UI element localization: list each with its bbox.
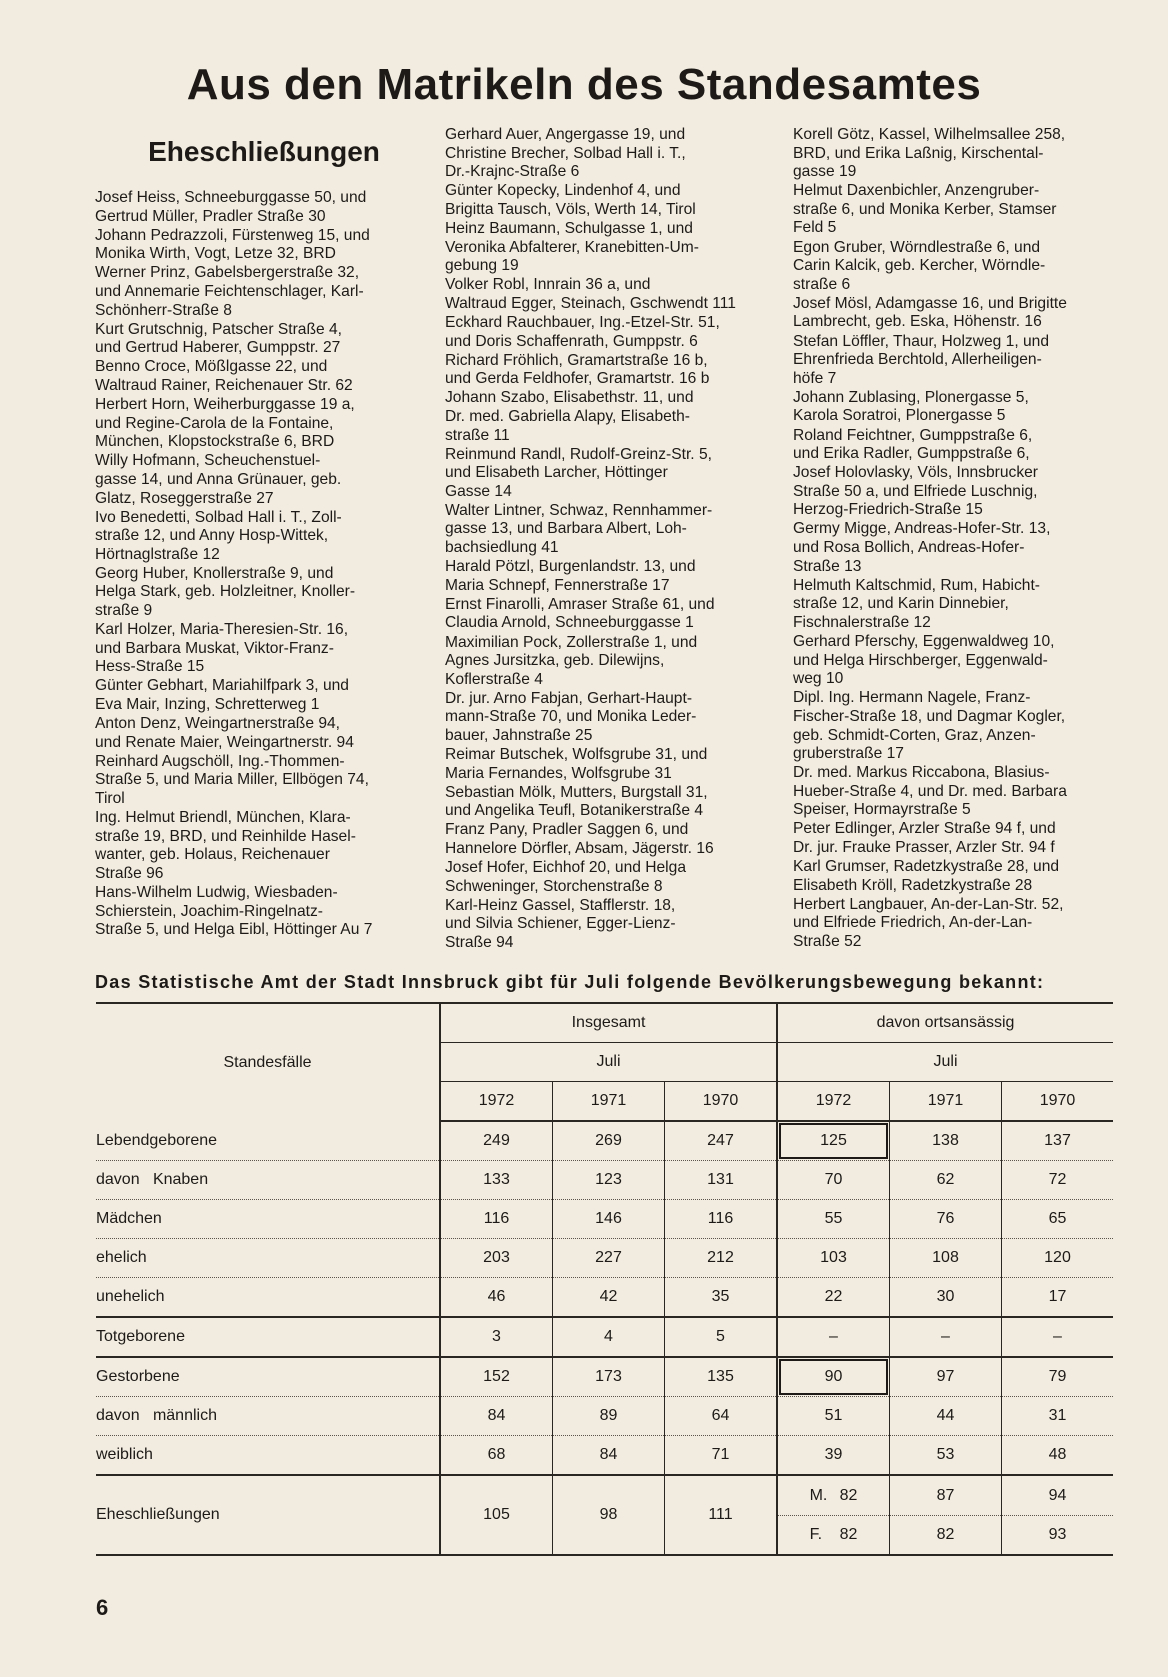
value-cell: 105 (440, 1475, 553, 1555)
entry-line: Gerhard Auer, Angergasse 19, und (445, 126, 686, 143)
list-item (95, 621, 425, 677)
row-label: Totgeborene (96, 1328, 185, 1345)
list-item (95, 509, 425, 565)
list-item (95, 321, 425, 358)
entry-line: bachsiedlung 41 (445, 539, 559, 557)
value-cell: 138 (890, 1121, 1002, 1161)
entry-line: straße 19, BRD, und Reinhilde Hasel- (95, 827, 356, 845)
list-item (95, 396, 425, 452)
value-cell: 55 (777, 1200, 890, 1239)
value-cell: 82 (839, 1486, 858, 1504)
entry-line: München, Klopstockstraße 6, BRD (95, 433, 335, 451)
value-cell: 111 (665, 1475, 778, 1555)
list-item (445, 182, 775, 219)
value-cell: 17 (1002, 1278, 1114, 1318)
value-cell: 108 (890, 1239, 1002, 1278)
entry-line: Monika Wirth, Vogt, Letze 32, BRD (95, 245, 336, 263)
entry-line: Tirol (95, 790, 125, 807)
entry-line: Straße 52 (793, 933, 862, 951)
entry-line: Karl Grumser, Radetzkystraße 28, und (793, 858, 1060, 876)
entry-line: Josef Holovlasky, Völs, Innsbrucker (793, 464, 1038, 482)
value-cell: 120 (1002, 1239, 1114, 1278)
entry-line: Christine Brecher, Solbad Hall i. T., (445, 144, 686, 162)
entry-line: Koflerstraße 4 (445, 670, 543, 688)
list-item (445, 276, 775, 313)
list-item (445, 784, 775, 821)
entry-line: und Gerda Feldhofer, Gramartstr. 16 b (445, 370, 710, 388)
value-cell: 76 (890, 1200, 1002, 1239)
value-cell: 203 (440, 1239, 553, 1278)
entry-line: Richard Fröhlich, Gramartstraße 16 b, (445, 351, 708, 369)
table-row (96, 1436, 1113, 1476)
entry-line: Hans-Wilhelm Ludwig, Wiesbaden- (95, 883, 338, 901)
entry-line: Walter Lintner, Schwaz, Rennhammer- (445, 501, 713, 519)
value-cell: 249 (440, 1121, 553, 1161)
value-cell: 90 (777, 1357, 890, 1397)
entry-line: gasse 19 (793, 163, 857, 181)
value-cell: 44 (890, 1397, 1002, 1436)
entry-line: Dr. jur. Arno Fabjan, Gerhart-Haupt- (445, 689, 693, 707)
statistics-heading: Das Statistische Amt der Stadt Innsbruck gibt für Juli folgende Bevölkerungsbewegung bekannt: (95, 972, 1045, 992)
value-cell: 212 (665, 1239, 778, 1278)
entry-line: Sebastian Mölk, Mutters, Burgstall 31, (445, 783, 708, 801)
entry-line: Werner Prinz, Gabelsbergerstraße 32, (95, 264, 360, 282)
value-cell: 48 (1002, 1436, 1114, 1476)
entry-line: Stefan Löffler, Thaur, Holzweg 1, und (793, 332, 1050, 350)
value-cell: 116 (440, 1200, 553, 1239)
entry-line: und Elisabeth Larcher, Höttinger (445, 464, 668, 482)
header-month-local: Juli (777, 1043, 1113, 1082)
table-row (96, 1200, 1113, 1239)
entry-line: straße 9 (95, 602, 153, 620)
value-cell: 65 (1002, 1200, 1114, 1239)
value-cell: 247 (665, 1121, 778, 1161)
entry-line: Eva Mair, Inzing, Schretterweg 1 (95, 696, 320, 714)
list-item (793, 633, 1123, 689)
entry-line: wanter, geb. Holaus, Reichenauer (95, 846, 330, 864)
value-cell: 79 (1002, 1357, 1114, 1397)
column-1 (95, 189, 425, 940)
header-month-total: Juli (440, 1043, 777, 1082)
entry-line: und Rosa Bollich, Andreas-Hofer- (793, 539, 1025, 557)
value-cell: 123 (553, 1161, 665, 1200)
value-cell: 51 (777, 1397, 890, 1436)
table-row (96, 1121, 1113, 1161)
entry-line: Reinmund Randl, Rudolf-Greinz-Str. 5, (445, 445, 712, 463)
entry-line: Reimar Butschek, Wolfsgrube 31, und (445, 746, 708, 764)
list-item (95, 452, 425, 508)
entry-line: und Annemarie Feichtenschlager, Karl- (95, 282, 364, 300)
value-cell: – (1002, 1317, 1114, 1357)
entry-line: Korell Götz, Kassel, Wilhelmsallee 258, (793, 126, 1066, 143)
entry-line: Agnes Jursitzka, geb. Dilewijns, (445, 652, 665, 670)
list-item (95, 677, 425, 714)
entry-line: Maria Schnepf, Fennerstraße 17 (445, 576, 670, 594)
entry-line: und Silvia Schiener, Egger-Lienz- (445, 915, 676, 933)
value-cell: 93 (1048, 1525, 1067, 1543)
list-item (793, 239, 1123, 295)
table-row (96, 1278, 1113, 1318)
row-label: unehelich (96, 1288, 165, 1305)
entry-line: Anton Denz, Weingartnerstraße 94, (95, 715, 341, 733)
value-cell: 42 (553, 1278, 665, 1318)
entry-line: Feld 5 (793, 219, 837, 237)
list-item (95, 884, 425, 940)
column-2 (445, 126, 775, 953)
value-cell: 173 (553, 1357, 665, 1397)
list-item (445, 220, 775, 276)
row-label: Lebendgeborene (96, 1131, 218, 1149)
entry-line: Günter Gebhart, Mariahilfpark 3, und (95, 677, 349, 695)
value-cell: 84 (553, 1436, 665, 1476)
list-item (445, 634, 775, 690)
entry-line: und Gertrud Haberer, Gumppstr. 27 (95, 339, 341, 357)
entry-line: Josef Heiss, Schneeburggasse 50, und (95, 189, 367, 206)
table-row (96, 1397, 1113, 1436)
entry-line: Reinhard Augschöll, Ing.-Thommen- (95, 752, 345, 770)
entry-line: und Regine-Carola de la Fontaine, (95, 414, 334, 432)
entry-line: Dr. med. Markus Riccabona, Blasius- (793, 764, 1050, 782)
year-cell: 1970 (1002, 1082, 1114, 1122)
entry-line: Hess-Straße 15 (95, 658, 205, 676)
entry-line: Germy Migge, Andreas-Hofer-Str. 13, (793, 520, 1051, 538)
year-cell: 1972 (777, 1082, 890, 1122)
page-number: 6 (96, 1595, 109, 1620)
list-item (95, 358, 425, 395)
entry-line: Herbert Horn, Weiherburggasse 19 a, (95, 396, 355, 414)
list-item (445, 746, 775, 783)
list-item (95, 753, 425, 809)
value-cell: 146 (553, 1200, 665, 1239)
section-title: Eheschließungen (148, 136, 380, 167)
value-cell: 22 (777, 1278, 890, 1318)
year-cell: 1971 (553, 1082, 665, 1122)
list-item (793, 126, 1123, 182)
entry-line: Maria Fernandes, Wolfsgrube 31 (445, 764, 672, 782)
entry-line: Herzog-Friedrich-Straße 15 (793, 501, 983, 519)
value-cell: 39 (777, 1436, 890, 1476)
entry-line: Günter Kopecky, Lindenhof 4, und (445, 182, 681, 200)
entry-line: Ing. Helmut Briendl, München, Klara- (95, 809, 351, 827)
list-item (793, 333, 1123, 389)
list-item (445, 558, 775, 595)
entry-line: und Renate Maier, Weingartnerstr. 94 (95, 733, 354, 751)
entry-line: BRD, und Erika Laßnig, Kirschental- (793, 144, 1044, 162)
entry-line: Hueber-Straße 4, und Dr. med. Barbara (793, 782, 1067, 800)
entry-line: und Doris Schaffenrath, Gumppstr. 6 (445, 332, 698, 350)
value-cell: 5 (665, 1317, 778, 1357)
entry-line: Gertrud Müller, Pradler Straße 30 (95, 207, 326, 225)
entry-line: Maximilian Pock, Zollerstraße 1, und (445, 633, 698, 651)
list-item (445, 821, 775, 858)
row-prefix: davon (96, 1171, 140, 1188)
value-cell: 137 (1002, 1121, 1114, 1161)
value-cell: – (890, 1317, 1002, 1357)
entry-line: Johann Szabo, Elisabethstr. 11, und (445, 389, 694, 407)
list-item (793, 764, 1123, 820)
entry-line: Josef Hofer, Eichhof 20, und Helga (445, 859, 686, 877)
entry-line: Elisabeth Kröll, Radetzkystraße 28 (793, 876, 1033, 894)
entry-line: Schierstein, Joachim-Ringelnatz- (95, 902, 323, 920)
value-cell: 89 (553, 1397, 665, 1436)
entry-line: und Erika Radler, Gumppstraße 6, (793, 445, 1030, 463)
entry-line: gebung 19 (445, 257, 519, 275)
entry-line: Straße 5, und Helga Eibl, Höttinger Au 7 (95, 921, 373, 939)
entry-line: geb. Schmidt-Corten, Graz, Anzen- (793, 726, 1036, 744)
list-item (445, 446, 775, 502)
value-cell: 4 (553, 1317, 665, 1357)
entry-line: Helmut Daxenbichler, Anzengruber- (793, 182, 1040, 200)
entry-line: Veronika Abfalterer, Kranebitten-Um- (445, 238, 699, 256)
entry-line: gasse 13, und Barbara Albert, Loh- (445, 520, 687, 538)
entry-line: Hörtnaglstraße 12 (95, 545, 220, 563)
value-cell: 131 (665, 1161, 778, 1200)
entry-line: Dr. jur. Frauke Prasser, Arzler Str. 94 f (793, 839, 1055, 857)
entry-line: und Helga Hirschberger, Eggenwald- (793, 651, 1048, 669)
value-cell: 125 (777, 1121, 890, 1161)
list-item (95, 809, 425, 883)
entry-line: Waltraud Egger, Steinach, Gschwendt 111 (445, 294, 736, 312)
header-standesfaelle: Standesfälle (96, 1003, 440, 1121)
entry-line: Fischer-Straße 18, und Dagmar Kogler, (793, 707, 1066, 725)
entry-line: Ehrenfrieda Berchtold, Allerheiligen- (793, 351, 1042, 369)
entry-line: Hannelore Dörfler, Absam, Jägerstr. 16 (445, 840, 714, 858)
entry-line: Dipl. Ing. Hermann Nagele, Franz- (793, 689, 1031, 707)
list-item (445, 690, 775, 746)
entry-line: Franz Pany, Pradler Saggen 6, und (445, 821, 689, 839)
entry-line: Speiser, Hormayrstraße 5 (793, 801, 971, 819)
value-cell: 71 (665, 1436, 778, 1476)
entry-line: Johann Zublasing, Plonergasse 5, (793, 388, 1029, 406)
list-item (793, 858, 1123, 895)
list-item (793, 427, 1123, 464)
value-cell: 72 (1002, 1161, 1114, 1200)
entry-line: Waltraud Rainer, Reichenauer Str. 62 (95, 376, 353, 394)
entry-line: Claudia Arnold, Schneeburggasse 1 (445, 614, 694, 632)
entry-line: Straße 94 (445, 934, 514, 952)
year-cell: 1970 (665, 1082, 778, 1122)
entry-line: Peter Edlinger, Arzler Straße 94 f, und (793, 820, 1056, 838)
entry-line: gruberstraße 17 (793, 745, 904, 763)
entry-line: Helmuth Kaltschmid, Rum, Habicht- (793, 576, 1040, 594)
entry-line: Straße 13 (793, 557, 862, 575)
entry-line: straße 11 (445, 426, 510, 444)
entry-line: Volker Robl, Innrain 36 a, und (445, 276, 651, 294)
entry-line: Eckhard Rauchbauer, Ing.-Etzel-Str. 51, (445, 313, 720, 331)
table-row (96, 1239, 1113, 1278)
list-item (445, 596, 775, 633)
entry-line: Helga Stark, geb. Holzleitner, Knoller- (95, 583, 356, 601)
list-item (95, 565, 425, 621)
entry-line: Dr. med. Gabriella Alapy, Elisabeth- (445, 407, 690, 425)
entry-line: Brigitta Tausch, Völs, Werth 14, Tirol (445, 200, 696, 218)
list-item (445, 314, 775, 351)
value-cell: 87 (890, 1477, 1001, 1516)
entry-line: weg 10 (793, 670, 844, 688)
value-cell: 30 (890, 1278, 1002, 1318)
value-cell: 82 (839, 1525, 858, 1543)
table-row (96, 1357, 1113, 1397)
entry-line: Egon Gruber, Wörndlestraße 6, und (793, 238, 1041, 256)
value-cell: 98 (553, 1475, 665, 1555)
page-title: Aus den Matrikeln des Standesamtes (186, 60, 982, 109)
row-prefix: davon (96, 1407, 140, 1424)
value-cell: 94 (1002, 1477, 1113, 1516)
entry-line: Straße 96 (95, 864, 164, 882)
header-insgesamt: Insgesamt (440, 1003, 777, 1043)
entry-line: Straße 50 a, und Elfriede Luschnig, (793, 482, 1038, 500)
value-cell: 53 (890, 1436, 1002, 1476)
value-cell: 82 (936, 1525, 955, 1543)
value-cell: 116 (665, 1200, 778, 1239)
table-row (96, 1475, 1113, 1555)
row-label: männlich (152, 1407, 217, 1424)
list-item (793, 577, 1123, 633)
year-cell: 1971 (890, 1082, 1002, 1122)
entry-line: Harald Pötzl, Burgenlandstr. 13, und (445, 558, 696, 576)
value-cell: – (777, 1317, 890, 1357)
entry-line: Willy Hofmann, Scheuchenstuel- (95, 452, 321, 470)
value-cell: 64 (665, 1397, 778, 1436)
value-cell: 46 (440, 1278, 553, 1318)
entry-line: und Barbara Muskat, Viktor-Franz- (95, 639, 334, 657)
list-item (95, 264, 425, 320)
value-cell: 133 (440, 1161, 553, 1200)
entry-line: straße 6 (793, 275, 851, 293)
entry-line: Carin Kalcik, geb. Kercher, Wörndle- (793, 257, 1046, 275)
value-cell: 35 (665, 1278, 778, 1318)
list-item (445, 897, 775, 953)
entry-line: Josef Mösl, Adamgasse 16, und Brigitte (793, 294, 1067, 312)
list-item (445, 352, 775, 389)
entry-line: Gerhard Pferschy, Eggenwaldweg 10, (793, 633, 1055, 651)
value-cell: 62 (890, 1161, 1002, 1200)
year-cell: 1972 (440, 1082, 553, 1122)
row-label: Knaben (152, 1171, 209, 1188)
entry-line: Ivo Benedetti, Solbad Hall i. T., Zoll- (95, 508, 342, 526)
entry-line: Schweninger, Storchenstraße 8 (445, 877, 663, 895)
entry-line: Roland Feichtner, Gumppstraße 6, (793, 426, 1033, 444)
entry-line: Kurt Grutschnig, Patscher Straße 4, (95, 320, 343, 338)
entry-line: Johann Pedrazzoli, Fürstenweg 15, und (95, 226, 370, 244)
list-item (445, 502, 775, 558)
statistics-table (96, 1002, 1113, 1556)
value-cell: 70 (777, 1161, 890, 1200)
entry-line: Karl-Heinz Gassel, Stafflerstr. 18, (445, 896, 676, 914)
list-item (793, 182, 1123, 238)
entry-line: straße 12, und Anny Hosp-Wittek, (95, 527, 329, 545)
list-item (445, 389, 775, 445)
row-label: Eheschließungen (96, 1475, 440, 1555)
value-cell: 68 (440, 1436, 553, 1476)
entry-line: Straße 5, und Maria Miller, Ellbögen 74, (95, 771, 369, 789)
list-item (445, 859, 775, 896)
row-label: Mädchen (96, 1210, 162, 1227)
row-label: Gestorbene (96, 1368, 180, 1385)
entry-line: Karola Soratroi, Plonergasse 5 (793, 407, 1006, 425)
list-item (95, 189, 425, 226)
entry-line: Benno Croce, Mößlgasse 22, und (95, 358, 328, 376)
value-cell: 269 (553, 1121, 665, 1161)
value-cell: 31 (1002, 1397, 1114, 1436)
entry-line: Ernst Finarolli, Amraser Straße 61, und (445, 595, 715, 613)
list-item (445, 126, 775, 182)
entry-line: Dr.-Krajnc-Straße 6 (445, 163, 580, 181)
value-cell: 103 (777, 1239, 890, 1278)
value-cell: 227 (553, 1239, 665, 1278)
entry-line: Schönherr-Straße 8 (95, 301, 232, 319)
entry-line: höfe 7 (793, 369, 837, 387)
entry-line: Georg Huber, Knollerstraße 9, und (95, 564, 334, 582)
entry-line: Lambrecht, geb. Eska, Höhenstr. 16 (793, 313, 1042, 331)
list-item (793, 389, 1123, 426)
row-label: ehelich (96, 1249, 147, 1266)
header-ortsansaessig: davon ortsansässig (777, 1003, 1113, 1043)
entry-line: straße 12, und Karin Dinnebier, (793, 595, 1009, 613)
entry-line: Herbert Langbauer, An-der-Lan-Str. 52, (793, 895, 1064, 913)
list-item (793, 689, 1123, 763)
column-3 (793, 126, 1123, 952)
row-label: weiblich (96, 1446, 153, 1463)
list-item (793, 820, 1123, 857)
entry-line: gasse 14, und Anna Grünauer, geb. (95, 470, 342, 488)
value-cell: 3 (440, 1317, 553, 1357)
entry-line: Gasse 14 (445, 482, 512, 500)
list-item (793, 464, 1123, 520)
value-cell: 152 (440, 1357, 553, 1397)
list-item (95, 715, 425, 752)
entry-line: und Elfriede Friedrich, An-der-Lan- (793, 914, 1033, 932)
list-item (793, 520, 1123, 576)
entry-line: straße 6, und Monika Kerber, Stamser (793, 200, 1057, 218)
list-item (793, 295, 1123, 332)
entry-line: Karl Holzer, Maria-Theresien-Str. 16, (95, 621, 349, 639)
list-item (95, 227, 425, 264)
female-marker: F. (809, 1525, 823, 1543)
table-row (96, 1317, 1113, 1357)
table-row (96, 1161, 1113, 1200)
value-cell: 97 (890, 1357, 1002, 1397)
entry-line: und Angelika Teufl, Botanikerstraße 4 (445, 802, 704, 820)
value-cell: 84 (440, 1397, 553, 1436)
entry-line: Glatz, Roseggerstraße 27 (95, 489, 274, 507)
list-item (793, 896, 1123, 952)
entry-line: mann-Straße 70, und Monika Leder- (445, 708, 697, 726)
entry-line: bauer, Jahnstraße 25 (445, 727, 593, 744)
male-marker: M. (809, 1486, 828, 1504)
value-cell: 135 (665, 1357, 778, 1397)
entry-line: Fischnalerstraße 12 (793, 613, 931, 631)
entry-line: Heinz Baumann, Schulgasse 1, und (445, 219, 693, 237)
